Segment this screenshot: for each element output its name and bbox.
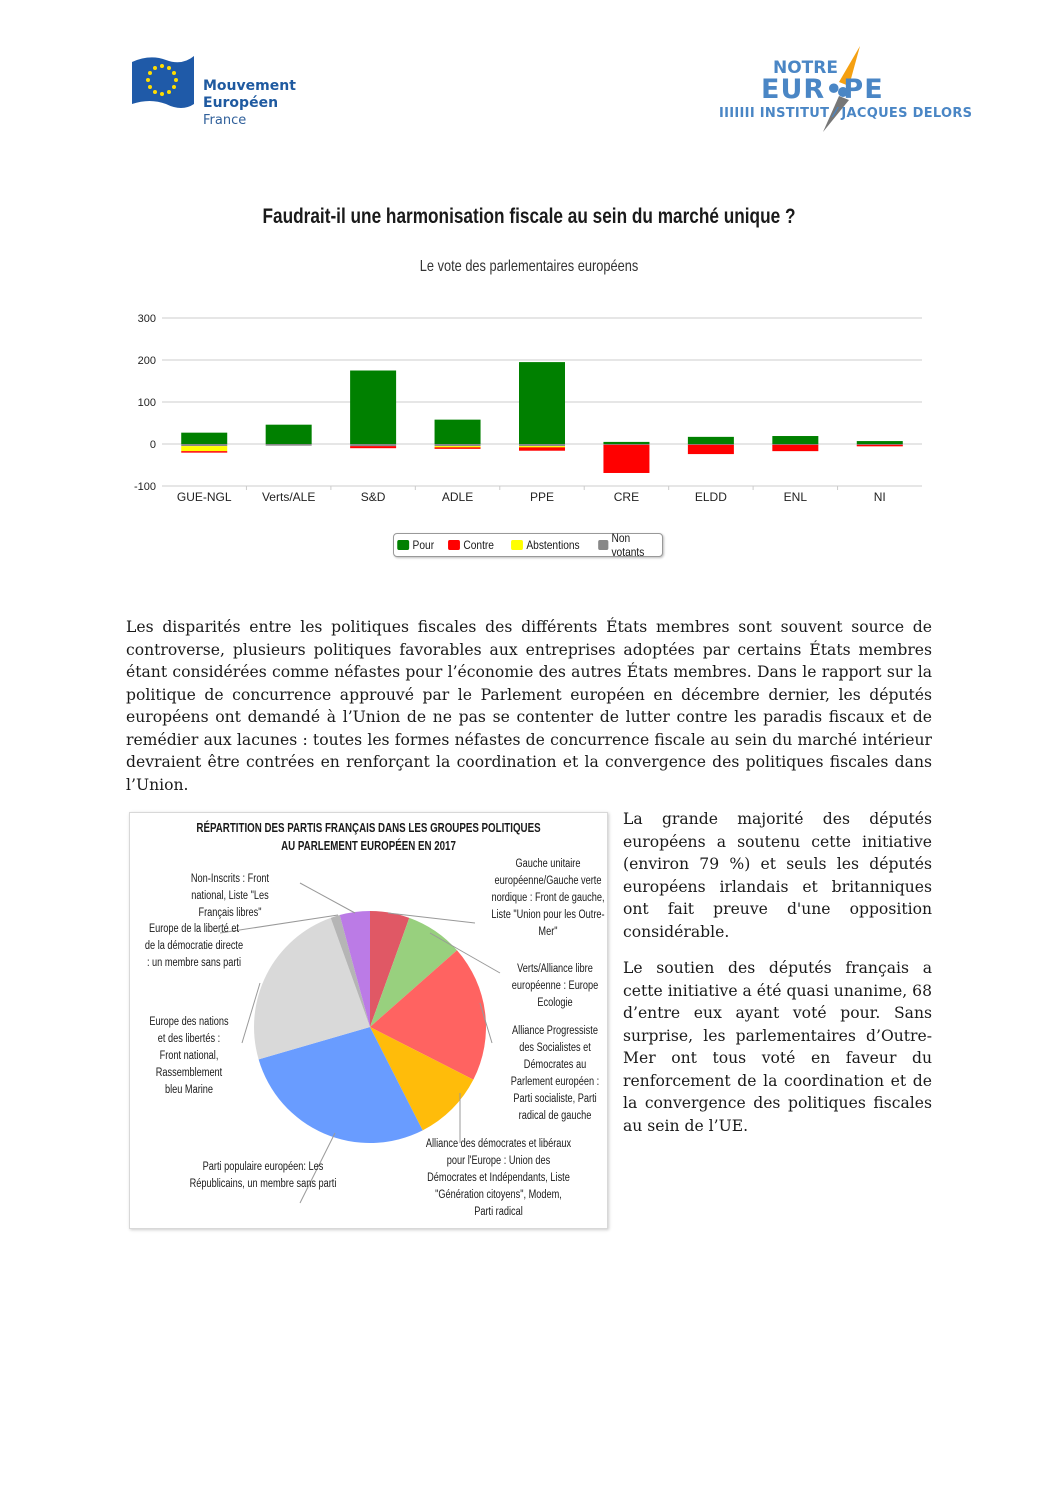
paragraph-french-support: Le soutien des députés français a cette initiative a été quasi unanime, 68 d’entre eux ayant voté pour. Sans surprise, les parlementaires d’Outre-Mer ont tous voté en faveur du renforcement de la coordination et de la convergence des politiques fiscales au sein de l’UE.: [623, 959, 932, 1135]
intro-paragraph: Les disparités entre les politiques fiscales des différents États membres sont souvent source de controverse, plusieurs politiques favorables aux entreprises adoptées par certains États membres étant considérées comme néfastes pour l’économie des autres États membres. Dans le rapport sur la politique de concurrence approuvé par le Parlement européen en décembre dernier, les députés européens ont demandé à l’Union de ne pas se contenter de lutter contre les paradis fiscaux et de remédier aux lacunes : toutes les formes néfastes de concurrence fiscale au sein du marché intérieur devraient être contrées en renforçant la coordination et la convergence des politiques fiscales dans l’Union.: [126, 618, 932, 794]
bar-chart-title: Le vote des parlementaires européens: [419, 258, 639, 275]
x-category-label: NI: [873, 490, 886, 504]
y-tick-label: -100: [133, 481, 156, 493]
eu-flag-icon: [130, 52, 200, 112]
bar-segment: [181, 444, 227, 446]
x-category-label: Verts/ALE: [261, 490, 316, 504]
paragraph-majority: La grande majorité des députés européens a soutenu cette initiative (environ 79 %) et seuls les députés européens irlandais et britanniques ont fait preuve d'une opposition considérable.: [623, 810, 932, 941]
bar-segment: [181, 446, 227, 451]
bar-segment: [266, 425, 312, 444]
pie-chart-title: RÉPARTITION DES PARTIS FRANÇAIS DANS LES GROUPES POLITIQUES AU PARLEMENT EUROPÉEN EN 2017: [196, 821, 541, 853]
x-category-label: PPE: [529, 490, 555, 504]
bar-segment: [435, 444, 481, 446]
y-tick-label: 200: [137, 355, 156, 367]
bar-segment: [350, 444, 396, 446]
pie-label-verts: Verts/Alliance libre européenne : Europe Ecologie: [511, 963, 599, 1009]
x-category-label: S&D: [360, 490, 386, 504]
x-category-label: CRE: [613, 490, 640, 504]
legend-item-contre: Contre: [448, 538, 494, 552]
legend-item-abstentions: Abstentions: [511, 538, 580, 552]
logo-line-1: Mouvement: [203, 78, 296, 94]
bar-segment: [435, 420, 481, 444]
bar-segment: [181, 433, 227, 444]
y-tick-label: 0: [149, 439, 156, 451]
pie-label-adle: Alliance des démocrates et libéraux pour l'Europe : Union des Démocrates et Indépendants, Liste "Génération citoyens", Modem, Parti radical: [425, 1138, 572, 1218]
bar-segment: [181, 451, 227, 453]
bar-segment: [519, 362, 565, 444]
notre-europe-logo: [715, 40, 973, 140]
legend-item-pour: Pour: [397, 538, 434, 552]
bar-segment: [603, 445, 649, 473]
bar-segment: [350, 371, 396, 445]
bar-segment: [266, 444, 312, 446]
pie-label-ni: Non-Inscrits : Front national, Liste "Les Français libres": [190, 873, 270, 919]
bar-segment: [857, 441, 903, 444]
pie-label-ppe: Parti populaire européen: Les Républicains, un membre sans parti: [189, 1161, 337, 1190]
bar-segment: [519, 444, 565, 446]
bar-segment: [603, 442, 649, 444]
logo-line-3: France: [203, 113, 247, 128]
bar-segment: [350, 446, 396, 448]
bar-segment: [857, 445, 903, 447]
x-category-label: ELDD: [694, 490, 727, 504]
vote-bar-chart: [120, 300, 940, 570]
bar-segment: [772, 445, 818, 451]
logo-notre: NOTRE: [773, 58, 838, 78]
y-tick-label: 300: [137, 313, 156, 325]
bar-segment: [772, 436, 818, 444]
logo-europe: EUR•PE: [761, 74, 884, 105]
bar-segment: [519, 447, 565, 450]
logo-institut: IIIIIII INSTITUT ⁄ JACQUES DELORS: [719, 106, 973, 121]
pie-label-gue: Gauche unitaire européenne/Gauche verte nordique : Front de gauche, Liste "Union pour les Outre-Mer": [491, 858, 605, 938]
mouvement-europeen-logo: [130, 52, 310, 132]
logo-line-2: Européen: [203, 95, 279, 111]
y-tick-label: 100: [137, 397, 156, 409]
bar-segment: [688, 437, 734, 444]
x-category-label: GUE-NGL: [176, 490, 232, 504]
bar-segment: [688, 445, 734, 454]
bar-segment: [435, 447, 481, 449]
page-title: Faudrait-il une harmonisation fiscale au sein du marché unique ?: [262, 205, 796, 228]
bar-chart-plot: [120, 300, 940, 520]
pie-label-eldd: Europe de la liberté et de la démocratie directe : un membre sans parti: [144, 923, 244, 969]
x-category-label: ENL: [783, 490, 808, 504]
chart-legend: [393, 533, 663, 557]
x-category-label: ADLE: [441, 490, 474, 504]
pie-label-sd: Alliance Progressiste des Socialistes et Démocrates au Parlement européen : Parti socialiste, Parti radical de gauche: [510, 1025, 600, 1122]
legend-item-non-votants: Non votants: [598, 531, 657, 559]
right-column-text: [623, 808, 932, 1151]
pie-label-enl: Europe des nations et des libertés : Front national, Rassemblement bleu Marine: [149, 1016, 229, 1096]
pie-chart-figure: [129, 812, 608, 1229]
